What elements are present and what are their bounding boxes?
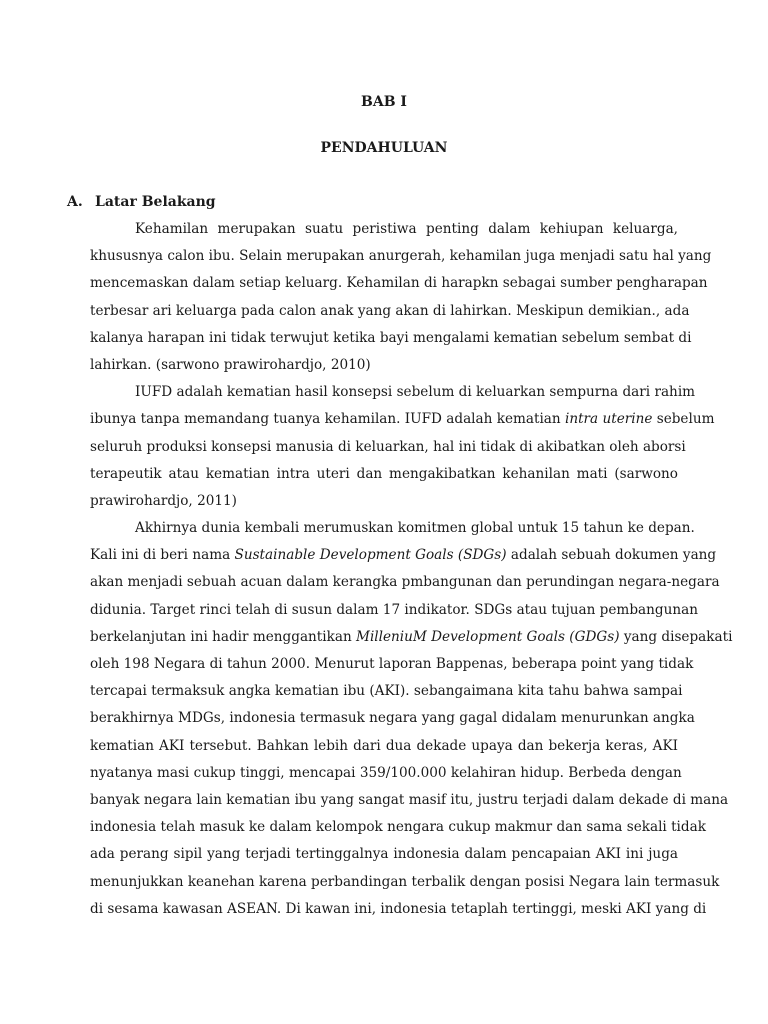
text-segment: Kali ini di beri nama: [90, 547, 235, 564]
section-heading: [67, 192, 216, 212]
text-segment: didunia. Target rinci telah di susun dalam 17 indikator. SDGs atau tujuan pembangunan: [90, 601, 698, 618]
text-line: [90, 515, 695, 542]
text-segment: akan menjadi sebuah acuan dalam kerangka pmbangunan dan perundingan negara-negara: [90, 574, 720, 591]
text-line: [90, 569, 720, 596]
text-segment: berkelanjutan ini hadir menggantikan: [90, 628, 357, 645]
text-segment: tercapai termaksuk angka kematian ibu (AKI). sebangaimana kita tahu bahwa sampai: [90, 683, 683, 700]
text-segment: terapeutik atau kematian intra uteri dan mengakibatkan kehanilan mati (sarwono: [90, 465, 678, 482]
text-segment: adalah sebuah dokumen yang: [506, 547, 717, 564]
text-line: [90, 869, 720, 896]
text-line: [90, 243, 712, 270]
text-line: [90, 624, 733, 651]
chapter-number: BAB I: [361, 94, 407, 110]
text-segment: kalanya harapan ini tidak terwujut ketika bayi mengalami kematian sebelum sembat di: [90, 329, 692, 346]
text-segment: lahirkan. (sarwono prawirohardjo, 2010): [90, 356, 371, 373]
text-line: [90, 270, 708, 297]
paragraph: [90, 216, 712, 379]
text-segment: kematian AKI tersebut. Bahkan lebih dari dua dekade upaya dan bekerja keras, AKI: [90, 737, 678, 754]
text-line: [90, 325, 692, 352]
text-line: [90, 352, 678, 379]
italic-term: Sustainable Development Goals (SDGs): [234, 547, 507, 564]
text-segment: sebelum: [652, 411, 715, 428]
body-text: [90, 216, 733, 923]
text-segment: IUFD adalah kematian hasil konsepsi sebelum di keluarkan sempurna dari rahim: [135, 384, 696, 401]
text-line: [90, 787, 729, 814]
text-line: [90, 597, 698, 624]
text-line: [90, 733, 678, 760]
text-segment: berakhirnya MDGs, indonesia termasuk negara yang gagal didalam menurunkan angka: [90, 710, 695, 727]
italic-term: MilleniuM Development Goals (GDGs): [356, 628, 620, 645]
text-line: [90, 760, 682, 787]
text-line: [90, 406, 715, 433]
section-title: Latar Belakang: [95, 194, 216, 210]
text-line: [90, 434, 686, 461]
text-segment: di sesama kawasan ASEAN. Di kawan ini, indonesia tetaplah tertinggi, meski AKI yang di: [90, 900, 707, 917]
text-segment: yang disepakati: [619, 628, 733, 645]
text-line: [90, 298, 690, 325]
text-segment: ada perang sipil yang terjadi tertinggalnya indonesia dalam pencapaian AKI ini juga: [90, 846, 678, 863]
text-line: [90, 678, 683, 705]
text-line: [90, 542, 717, 569]
text-line: [90, 461, 678, 488]
text-line: [90, 896, 707, 923]
text-segment: banyak negara lain kematian ibu yang sangat masif itu, justru terjadi dalam dekade di mana: [90, 791, 729, 808]
paragraph: [90, 515, 733, 923]
text-segment: khususnya calon ibu. Selain merupakan anurgerah, kehamilan juga menjadi satu hal yang: [90, 248, 712, 265]
text-segment: seluruh produksi konsepsi manusia di keluarkan, hal ini tidak di akibatkan oleh aborsi: [90, 438, 686, 455]
text-line: [90, 379, 696, 406]
text-line: [90, 216, 678, 243]
text-segment: ibunya tanpa memandang tuanya kehamilan. IUFD adalah kematian: [90, 411, 565, 428]
text-line: [90, 841, 678, 868]
text-segment: oleh 198 Negara di tahun 2000. Menurut laporan Bappenas, beberapa point yang tidak: [90, 656, 694, 672]
paragraph: [90, 379, 715, 515]
text-segment: Akhirnya dunia kembali merumuskan komitmen global untuk 15 tahun ke depan.: [135, 520, 695, 537]
chapter-title: PENDAHULUAN: [320, 140, 448, 156]
text-line: [90, 651, 694, 678]
text-segment: mencemaskan dalam setiap keluarg. Kehamilan di harapkn sebagai sumber pengharapan: [90, 275, 708, 292]
section-marker: A.: [67, 194, 83, 210]
text-segment: nyatanya masi cukup tinggi, mencapai 359/100.000 kelahiran hidup. Berbeda dengan: [90, 764, 682, 781]
text-segment: prawirohardjo, 2011): [90, 492, 237, 509]
text-segment: indonesia telah masuk ke dalam kelompok nengara cukup makmur dan sama sekali tidak: [90, 819, 706, 836]
text-line: [90, 488, 678, 515]
text-line: [90, 705, 695, 732]
text-segment: terbesar ari keluarga pada calon anak yang akan di lahirkan. Meskipun demikian., ada: [90, 302, 690, 319]
text-segment: Kehamilan merupakan suatu peristiwa penting dalam kehiupan keluarga,: [135, 221, 678, 237]
text-segment: menunjukkan keanehan karena perbandingan terbalik dengan posisi Negara lain termasuk: [90, 873, 720, 890]
italic-term: intra uterine: [564, 411, 653, 428]
text-line: [90, 814, 706, 841]
